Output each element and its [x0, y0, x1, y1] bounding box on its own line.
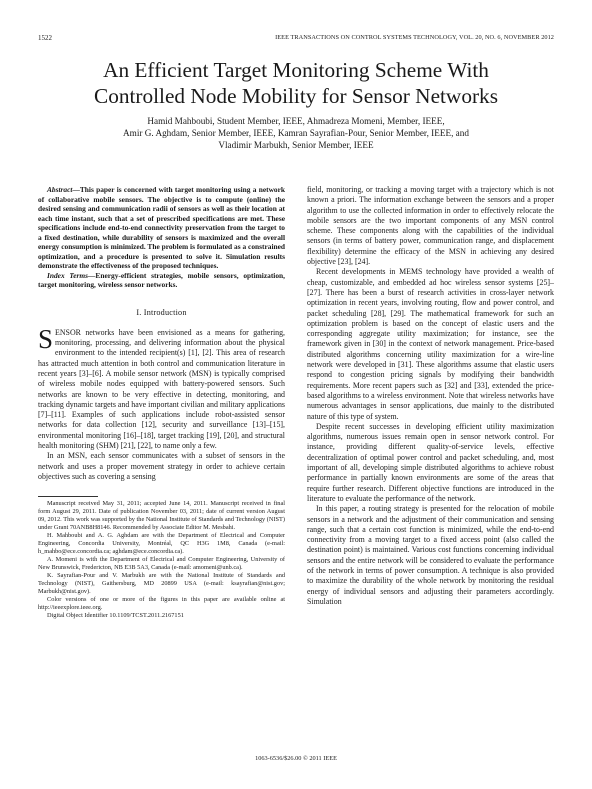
intro-paragraph-1: [38, 323, 285, 452]
right-paragraph-continuation: field, monitoring, or tracking a moving target with a trajectory which is not known a priori. The information exchange between the sensors and a proper algorithm to use the collected information in order to effectively relocate the mobile sensors are the two important components of any MSN control scheme. These components along with the capabilities of the individual sensors (in terms of battery power, communication range, and displacement flexibility) determine the efficacy of the MSN in achieving any desired objective [23], [24].: [307, 185, 554, 267]
index-terms-label: Index Terms—: [47, 270, 96, 280]
index-terms: [38, 271, 285, 290]
paper-title: [30, 57, 562, 109]
footnote-manuscript: Manuscript received May 31, 2011; accepted June 14, 2011. Manuscript received in final form August 29, 2011. Date of publication November 03, 2011; date of current version August 09, 2012. This work was supported by the National Institute of Standards and Technology (NIST) under Grant 70ANB8H8146. Recommended by Associate Editor M. Mesbahi.: [38, 500, 285, 532]
right-paragraph-mems: Recent developments in MEMS technology have provided a wealth of cheap, customizable, and embedded ad hoc wireless sensor systems [25]–[27]. There has been a burst of research activities in cross-layer network optimization in recent years, involving routing, flow and power control, and packet scheduling [28], [29]. The mathematical framework for such an optimization problem is based on the concept of elastic users and the corresponding aggregate utility maximization; for instance, see the framework given in [30] in the context of network management. Price-based distributed algorithms concerning utility maximization for a wire-line network were developed in [31]. These algorithms assume that elastic users respond to congestion pricing signals by modifying their bandwidth requirements. More recent papers such as [32] and [33], extended the price-based algorithms to a wireless environment. Note that wireless networks have numerous advantages in sensor applications, due mainly to the distributed nature of this type of system.: [307, 267, 554, 421]
footnote-doi: Digital Object Identifier 10.1109/TCST.2011.2167151: [47, 612, 184, 620]
author-list: [40, 115, 552, 151]
authors-line-1: Hamid Mahboubi, Student Member, IEEE, Ahmadreza Momeni, Member, IEEE,: [147, 116, 445, 126]
footnote-color-versions: Color versions of one or more of the figures in this paper are available online at http://ieeexplore.ieee.org.: [38, 596, 285, 612]
section-heading-introduction: I. Introduction: [136, 307, 187, 317]
intro-paragraph-2: In an MSN, each sensor communicates with a subset of sensors in the network and uses a proper movement strategy in order to achieve certain objectives such as covering a sensing: [38, 451, 285, 481]
abstract-text: This paper is concerned with target monitoring using a network of collaborative mobile sensors. The objective is to compute (online) the desired sensing and communication radii of sensors as well as their location at each time instant, such that a set of prescribed specifications are met. These specifications include end-to-end connectivity preservation from the target to a fixed destination, while durability of sensors is maximized and the overall energy consumption is minimized. The problem is formulated as a constrained optimization, and a procedure is presented to solve it. Simulation results demonstrate the effectiveness of the proposed techniques.: [38, 185, 285, 270]
index-terms-text: Energy-efficient strategies, mobile sensors, optimization, target monitoring, wireless sensor networks.: [38, 270, 285, 289]
authors-line-2: Amir G. Aghdam, Senior Member, IEEE, Kamran Sayrafian-Pour, Senior Member, IEEE, and: [123, 128, 469, 138]
page-number: 1522: [38, 34, 52, 42]
footnote-divider: [38, 496, 98, 497]
intro-paragraph-1-text: ENSOR networks have been envisioned as a means for gathering, monitoring, processing, and delivering information about the physical environment to the intended recipient(s) [1], [2]. This area of research has attracted much attention in both control and communication literature in recent years [3]–[6]. A mobile sensor network (MSN) is typically comprised of wireless mobile nodes equipped with battery-powered sensors. Such networks are known to be very effective in detecting, monitoring, and tracking dynamic targets and have important civilian and military applications [7]–[11]. Examples of such applications include robot-assisted sensor networks for data collection [12], security and surveillance [13]–[15], environmental monitoring [16]–[18], target tracking [19], [20], and structural health monitoring (SHM) [21], [22], to name only a few.: [38, 327, 285, 451]
right-column: [307, 185, 554, 607]
drop-cap: S: [38, 323, 54, 354]
copyright-footer: 1063-6536/$26.00 © 2011 IEEE: [255, 755, 337, 762]
title-line-2: Controlled Node Mobility for Sensor Networks: [93, 84, 498, 108]
authors-line-3: Vladimir Marbukh, Senior Member, IEEE: [218, 140, 374, 150]
abstract: [38, 185, 285, 271]
title-line-1: An Efficient Target Monitoring Scheme With: [103, 58, 489, 82]
abstract-label: Abstract—: [47, 185, 80, 194]
footnote-affiliation-nist: K. Sayrafian-Pour and V. Marbukh are with the National Institute of Standards and Technology (NIST), Gaithersburg, MD 20899 USA (e-mail: ksayrafian@nist.gov; Marbukh@nist.gov).: [38, 572, 285, 596]
footnote-affiliation-unb: A. Momeni is with the Department of Electrical and Computer Engineering, University of New Brunswick, Fredericton, NB E3B 5A3, Canada (e-mail: amomeni@unb.ca).: [38, 556, 285, 572]
journal-running-head: IEEE TRANSACTIONS ON CONTROL SYSTEMS TECHNOLOGY, VOL. 20, NO. 6, NOVEMBER 2012: [275, 34, 554, 41]
right-paragraph-open-issues: Despite recent successes in developing efficient utility maximization algorithms, numerous issues remain open in sensor network control. For instance, providing different quality-of-service levels, effective decentralization of optimal power control and packet scheduling, and, most important of all, developing simple distributed algorithms to achieve robust performance in partially known environments are some of the areas that require further research. Different objective functions are introduced in the literature to evaluate the performance of the network.: [307, 421, 554, 503]
footnote-affiliation-concordia: H. Mahboubi and A. G. Aghdam are with the Department of Electrical and Computer Engineering, Concordia University, Montréal, QC H3G 1M8, Canada (e-mail: h_mahbo@ece.concordia.ca; aghdam@ece.concordia.ca).: [38, 532, 285, 556]
left-column: [38, 185, 285, 620]
right-paragraph-contribution: In this paper, a routing strategy is presented for the relocation of mobile sensors in a network and the adjustment of their communication and sensing range, such that a certain cost function is minimized, while the end-to-end connectivity from a moving target to a fixed access point (also called the destination point) is maintained. Various cost functions concerning individual sensors and the entire network will be considered to evaluate the performance of the network in terms of power consumption. A technique is also provided to maximize the durability of the whole network by monitoring the residual energy of individual sensors and adjusting their parameters accordingly. Simulation: [307, 504, 554, 606]
